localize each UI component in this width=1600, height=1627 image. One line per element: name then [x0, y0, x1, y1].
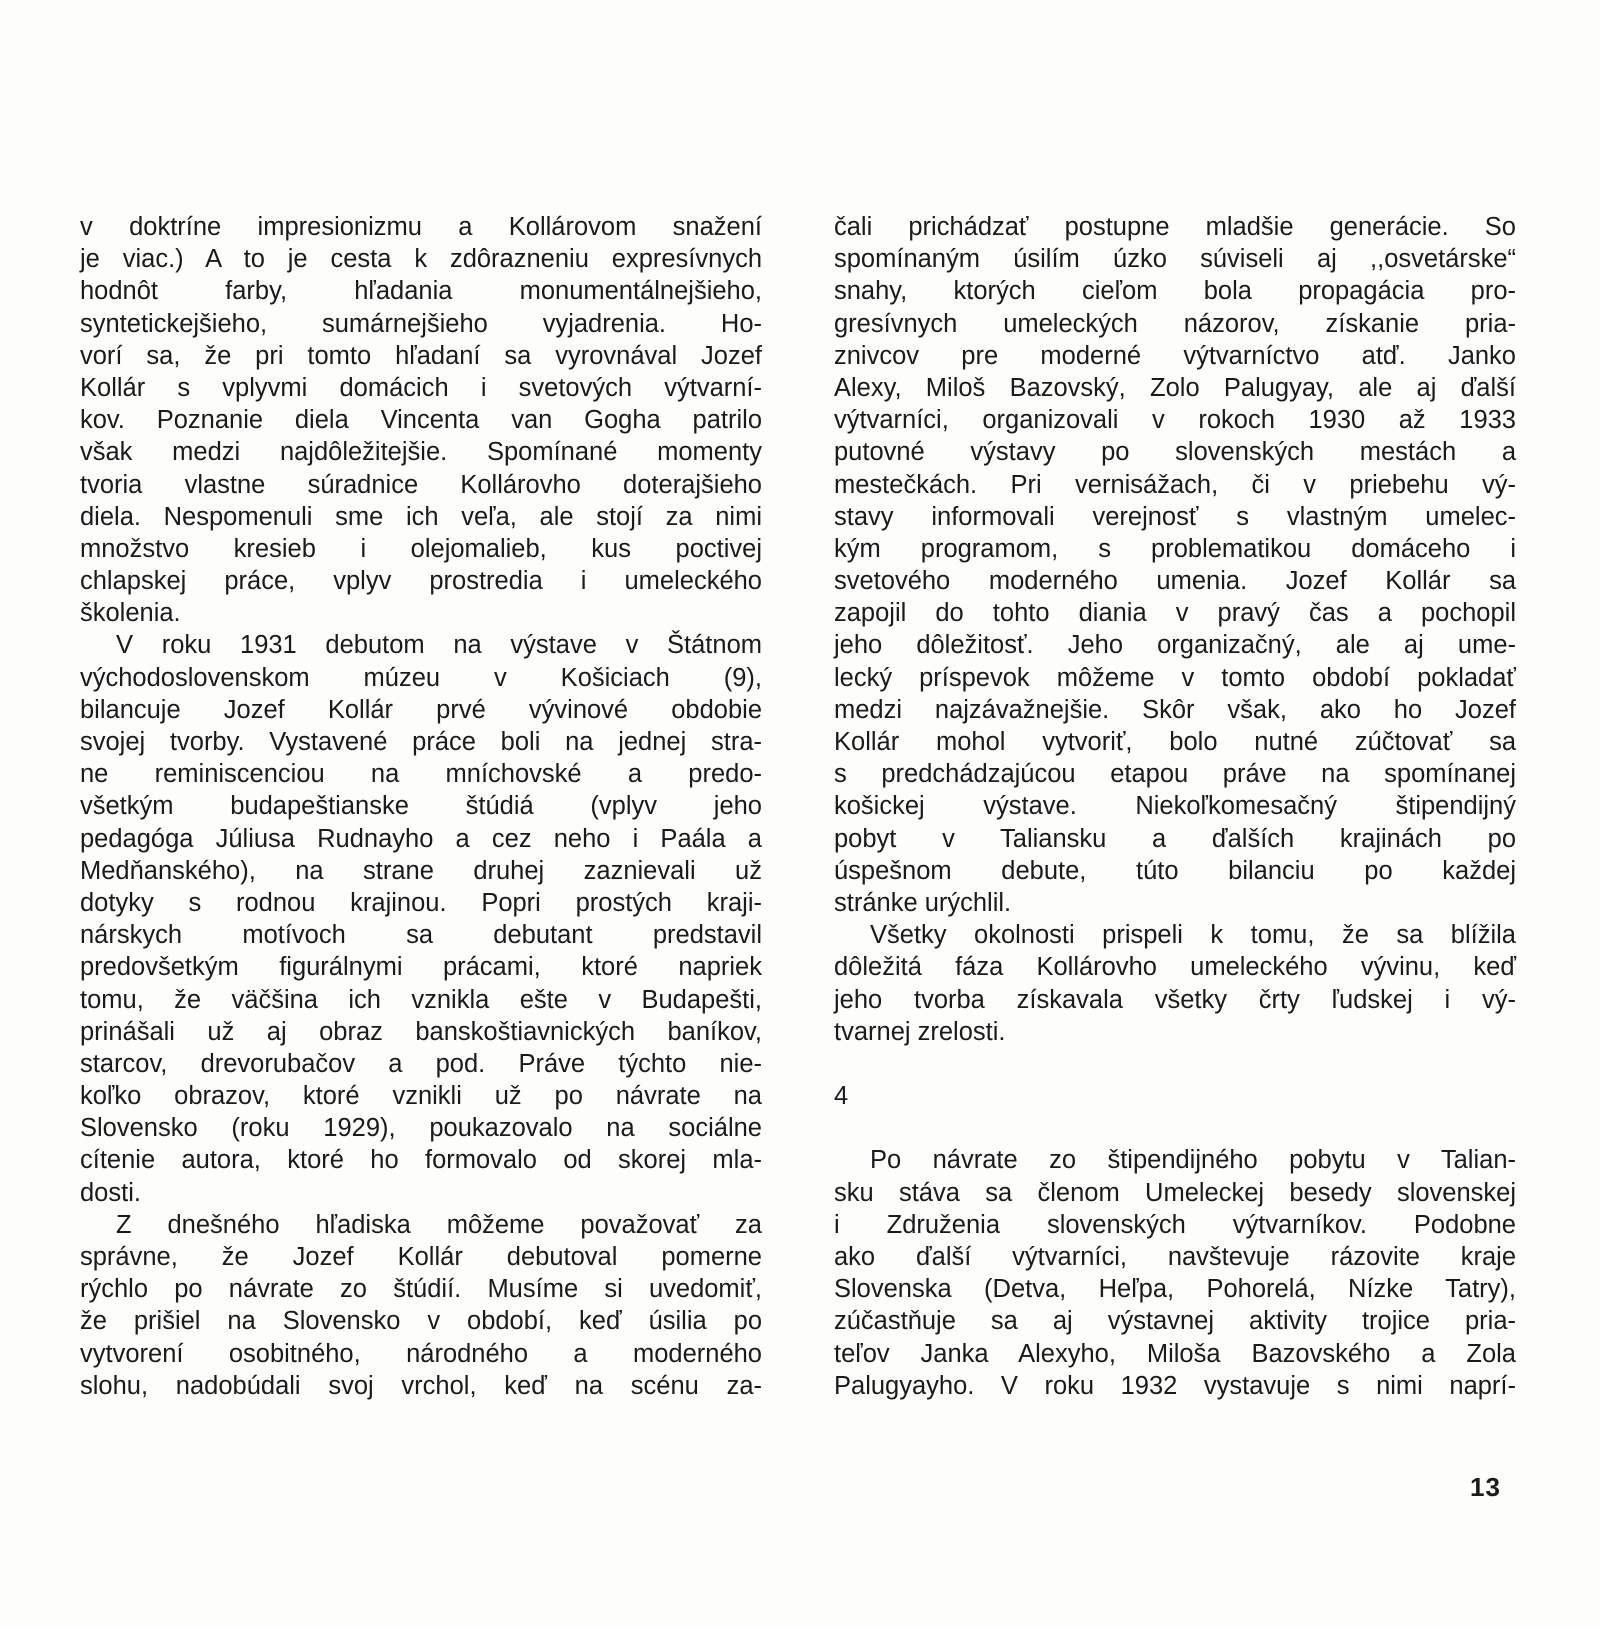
text-line: tvarnej zrelosti.: [834, 1017, 1006, 1046]
text-line: zapojil do tohto diania v pravý čas a pochopil: [834, 599, 1516, 628]
text-line: jeho dôležitosť. Jeho organizačný, ale aj ume-: [834, 631, 1516, 660]
text-line: syntetickejšieho, sumárnejšieho vyjadrenia. Ho-: [80, 309, 762, 338]
text-line: putovné výstavy po slovenských mestách a: [834, 438, 1516, 467]
right-text-column: [834, 211, 1516, 1402]
text-line: gresívnych umeleckých názorov, získanie pria-: [834, 309, 1516, 338]
text-line: zúčastňuje sa aj výstavnej aktivity trojice pria-: [834, 1307, 1516, 1336]
text-line: slohu, nadobúdali svoj vrchol, keď na scénu za-: [80, 1371, 762, 1400]
text-line: znivcov pre moderné výtvarníctvo atď. Janko: [834, 341, 1516, 370]
text-line: výtvarníci, organizovali v rokoch 1930 až 1933: [834, 406, 1516, 435]
text-line: koľko obrazov, ktoré vznikli už po návrate na: [80, 1082, 762, 1111]
text-line: kým programom, s problematikou domáceho i: [834, 534, 1516, 563]
text-line: hodnôt farby, hľadania monumentálnejšieho,: [80, 277, 762, 306]
text-line: Slovensko (roku 1929), poukazovalo na sociálne: [80, 1114, 762, 1143]
text-line: Alexy, Miloš Bazovský, Zolo Palugyay, ale aj ďalší: [834, 373, 1516, 402]
text-line: nárskych motívoch sa debutant predstavil: [80, 921, 762, 950]
text-line: školenia.: [80, 599, 181, 628]
text-line: stránke urýchlil.: [834, 888, 1012, 917]
text-line: dôležitá fáza Kollárovho umeleckého vývinu, keď: [834, 953, 1516, 982]
paragraph-start-line: Z dnešného hľadiska môžeme považovať za: [116, 1210, 762, 1239]
text-line: svetového moderného umenia. Jozef Kollár sa: [834, 567, 1516, 596]
text-line: sku stáva sa členom Umeleckej besedy slovenskej: [834, 1178, 1516, 1207]
text-line: všetkým budapeštianske štúdiá (vplyv jeho: [80, 792, 762, 821]
paragraph-start-line: V roku 1931 debutom na výstave v Štátnom: [116, 631, 762, 660]
text-line: však medzi najdôležitejšie. Spomínané momenty: [80, 438, 762, 467]
paragraph-start-line: Po návrate zo štipendijného pobytu v Talian-: [870, 1146, 1516, 1175]
text-line: pobyt v Taliansku a ďalších krajinách po: [834, 824, 1516, 853]
text-line: vorí sa, že pri tomto hľadaní sa vyrovnával Jozef: [80, 341, 762, 370]
text-line: starcov, drevorubačov a pod. Práve týchto nie-: [80, 1049, 762, 1078]
text-line: tomu, že väčšina ich vznikla ešte v Budapešti,: [80, 985, 762, 1014]
text-line: predovšetkým figurálnymi prácami, ktoré napriek: [80, 953, 762, 982]
text-line: dotyky s rodnou krajinou. Popri prostých kraji-: [80, 888, 762, 917]
text-line: lecký príspevok môžeme v tomto období pokladať: [834, 663, 1516, 692]
text-line: chlapskej práce, vplyv prostredia i umeleckého: [80, 567, 762, 596]
text-line: teľov Janka Alexyho, Miloša Bazovského a Zola: [834, 1339, 1516, 1368]
text-line: bilancuje Jozef Kollár prvé vývinové obdobie: [80, 695, 762, 724]
blank-line: [834, 1048, 1516, 1080]
text-line: východoslovenskom múzeu v Košiciach (9),: [80, 663, 762, 692]
text-line: kov. Poznanie diela Vincenta van Gogha patrilo: [80, 406, 762, 435]
text-line: ako ďalší výtvarníci, navštevuje rázovite kraje: [834, 1243, 1516, 1271]
text-line: čali prichádzať postupne mladšie generácie. So: [834, 213, 1516, 241]
page-number: 13: [1470, 1472, 1501, 1502]
text-line: Slovenska (Detva, Heľpa, Pohorelá, Nízke Tatry),: [834, 1275, 1516, 1304]
text-line: prinášali už aj obraz banskoštiavnických baníkov,: [80, 1017, 762, 1046]
text-line: úspešnom debute, túto bilanciu po každej: [834, 856, 1516, 885]
text-line: stavy informovali verejnosť s vlastným umelec-: [834, 502, 1516, 531]
text-line: Medňanského), na strane druhej zaznievali už: [80, 856, 762, 885]
text-line: jeho tvorba získavala všetky črty ľudskej i vý-: [834, 985, 1516, 1014]
text-line: vytvorení osobitného, národného a moderného: [80, 1339, 762, 1368]
text-line: diela. Nespomenuli sme ich veľa, ale stojí za nimi: [80, 502, 762, 531]
section-number: 4: [834, 1082, 849, 1111]
text-line: pedagóga Júliusa Rudnayho a cez neho i Paála a: [80, 824, 762, 853]
text-line: rýchlo po návrate zo štúdií. Musíme si uvedomiť,: [80, 1275, 762, 1304]
text-line: Palugyayho. V roku 1932 vystavuje s nimi naprí-: [834, 1371, 1516, 1400]
text-line: i Združenia slovenských výtvarníkov. Podobne: [834, 1210, 1516, 1239]
text-line: tvoria vlastne súradnice Kollárovho doterajšieho: [80, 470, 762, 499]
left-text-column: [80, 211, 762, 1402]
text-line: správne, že Jozef Kollár debutoval pomerne: [80, 1243, 762, 1271]
text-line: medzi najzávažnejšie. Skôr však, ako ho Jozef: [834, 695, 1516, 724]
text-line: spomínaným úsilím úzko súviseli aj ,,osvetárske“: [834, 245, 1516, 274]
text-line: mestečkách. Pri vernisážach, či v priebehu vý-: [834, 470, 1516, 499]
text-line: že prišiel na Slovensko v období, keď úsilia po: [80, 1307, 762, 1336]
text-line: svojej tvorby. Vystavené práce boli na jednej stra-: [80, 728, 762, 756]
text-line: dosti.: [80, 1178, 141, 1207]
text-line: Kollár mohol vytvoriť, bolo nutné zúčtovať sa: [834, 728, 1516, 756]
paragraph-start-line: Všetky okolnosti prispeli k tomu, že sa blížila: [870, 921, 1516, 950]
text-line: košickej výstave. Niekoľkomesačný štipendijný: [834, 792, 1516, 821]
blank-line: [834, 1112, 1516, 1144]
text-line: v doktríne impresionizmu a Kollárovom snažení: [80, 213, 762, 241]
text-line: Kollár s vplyvmi domácich i svetových výtvarní-: [80, 373, 762, 402]
text-line: je viac.) A to je cesta k zdôrazneniu expresívnych: [80, 245, 762, 274]
text-line: množstvo kresieb i olejomalieb, kus poctivej: [80, 534, 762, 563]
text-line: s predchádzajúcou etapou práve na spomínanej: [834, 760, 1516, 789]
text-line: snahy, ktorých cieľom bola propagácia pro-: [834, 277, 1516, 306]
text-line: ne reminiscenciou na mníchovské a predo-: [80, 760, 762, 789]
text-line: cítenie autora, ktoré ho formovalo od skorej mla-: [80, 1146, 762, 1175]
